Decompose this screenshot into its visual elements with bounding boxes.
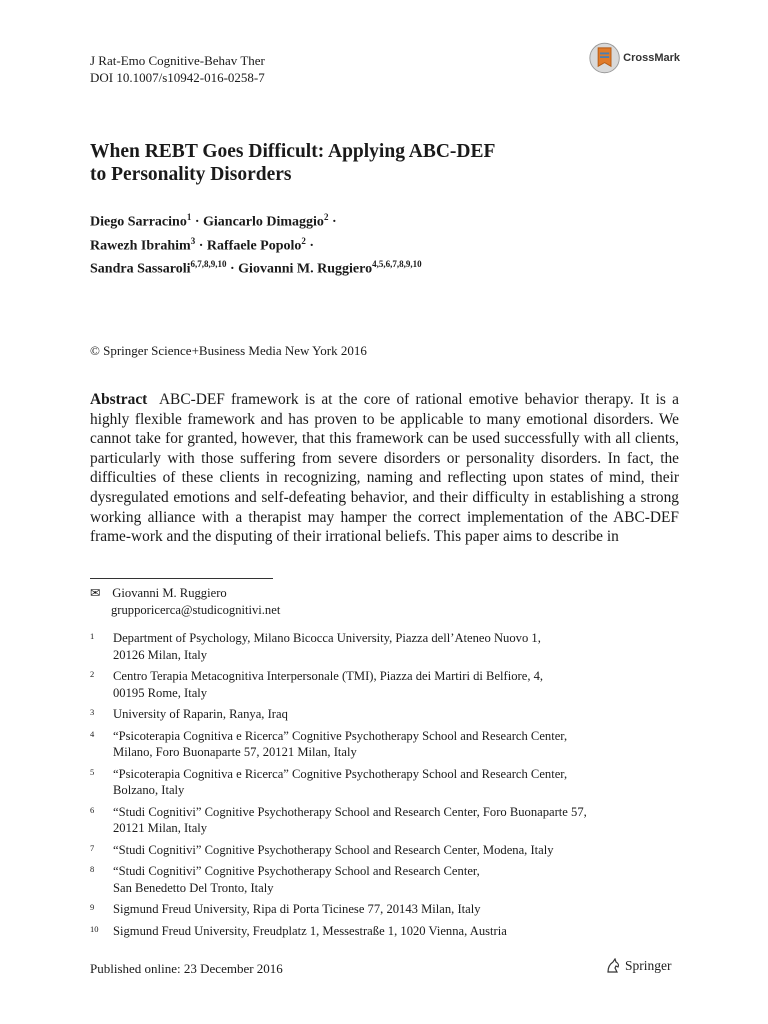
published-date: Published online: 23 December 2016 [90, 961, 283, 976]
affiliation-number: 1 [90, 631, 95, 641]
affiliation-text: “Studi Cognitivi” Cognitive Psychotherapy School and Research Center, [113, 864, 480, 878]
affiliation-list [90, 630, 690, 944]
affiliation-text: University of Raparin, Ranya, Iraq [113, 707, 288, 721]
author-line [90, 255, 690, 279]
author-affil-ref: 6,7,8,9,10 [190, 259, 227, 270]
affiliation-text: “Psicoterapia Cognitiva e Ricerca” Cognitive Psychotherapy School and Research Center, [113, 728, 568, 743]
affiliation-text: Milano, Foro Buonaparte 57, 20121 Milan, Italy [113, 745, 357, 759]
author-separator: · [309, 238, 315, 254]
author-separator: · [230, 261, 235, 277]
affiliation-number: 8 [90, 864, 95, 874]
abstract-heading: Abstract [90, 391, 148, 408]
author-name: Sandra Sassaroli [90, 261, 191, 277]
abstract [90, 390, 679, 547]
footnote-divider [90, 578, 273, 579]
author-name: Diego Sarracino [90, 214, 187, 230]
author-line [90, 208, 690, 232]
author-affil-ref: 1 [186, 212, 192, 222]
springer-horse-icon [605, 958, 621, 974]
affiliation-text: 20121 Milan, Italy [113, 821, 208, 835]
crossmark-label: CrossMark [623, 52, 680, 64]
author-separator: · [331, 214, 337, 230]
affiliation-text: Bolzano, Italy [113, 783, 185, 797]
author-affil-ref: 3 [190, 235, 196, 246]
affiliation-number: 6 [90, 804, 95, 815]
affiliation-item [90, 901, 690, 918]
journal-header [90, 52, 265, 86]
affiliation-item [90, 630, 690, 663]
author-separator: · [194, 214, 200, 230]
affiliation-number: 5 [90, 766, 95, 777]
affiliation-text: “Studi Cognitivi” Cognitive Psychotherapy School and Research Center, Modena, Italy [113, 842, 554, 857]
journal-name: J Rat-Emo Cognitive-Behav Ther [90, 53, 265, 68]
crossmark-icon [588, 40, 621, 76]
affiliation-item [90, 842, 690, 859]
copyright-notice: © Springer Science+Business Media New York 2016 [90, 343, 367, 358]
affiliation-item [90, 728, 690, 761]
author-name: Giovanni M. Ruggiero [238, 261, 373, 277]
envelope-icon: ✉ [90, 586, 101, 600]
corresponding-author: Giovanni M. Ruggiero [112, 586, 227, 600]
affiliation-item [90, 668, 690, 701]
affiliation-number: 7 [90, 842, 95, 853]
publisher-name: Springer [625, 958, 672, 973]
affiliation-text: Centro Terapia Metacognitiva Interpersonale (TMI), Piazza dei Martiri di Belfiore, 4, [113, 669, 544, 683]
affiliation-text: San Benedetto Del Tronto, Italy [113, 880, 274, 895]
affiliation-text: Department of Psychology, Milano Bicocca University, Piazza dell’Ateneo Nuovo 1, [113, 631, 541, 645]
author-affil-ref: 4,5,6,7,8,9,10 [372, 259, 422, 270]
affiliation-item [90, 863, 690, 896]
affiliation-number: 2 [90, 669, 95, 679]
title-line: to Personality Disorders [90, 164, 292, 185]
paper-title [90, 140, 690, 186]
affiliation-number: 9 [90, 902, 95, 912]
author-list [90, 208, 690, 279]
affiliation-item [90, 923, 690, 940]
author-name: Rawezh Ibrahim [90, 238, 191, 254]
author-affil-ref: 2 [323, 212, 329, 222]
crossmark-badge[interactable] [588, 40, 680, 76]
author-affil-ref: 2 [301, 235, 306, 246]
corresponding-email[interactable]: grupporicerca@studicognitivi.net [111, 603, 281, 617]
author-name: Raffaele Popolo [206, 238, 302, 254]
doi[interactable]: DOI 10.1007/s10942-016-0258-7 [90, 70, 265, 85]
affiliation-text: Sigmund Freud University, Freudplatz 1, Messestraße 1, 1020 Vienna, Austria [113, 923, 507, 938]
author-separator: · [198, 238, 204, 254]
affiliation-number: 3 [90, 707, 95, 717]
affiliation-text: “Studi Cognitivi” Cognitive Psychotherapy School and Research Center, Foro Buonaparte 57, [113, 804, 587, 819]
affiliation-number: 4 [90, 728, 95, 739]
author-line [90, 232, 690, 256]
affiliation-text: Sigmund Freud University, Ripa di Porta Ticinese 77, 20143 Milan, Italy [113, 902, 481, 916]
affiliation-item [90, 766, 690, 799]
correspondence [90, 585, 280, 619]
affiliation-item [90, 706, 690, 723]
abstract-text: ABC-DEF framework is at the core of rational emotive behavior therapy. It is a highly flexible framework and has proven to be applicable to many emotional disorders. We cannot take for granted, however, that this framework can be used successfully with all clients, particularly with those suffering from severe disorders or personality disorders. In fact, the difficulties of these clients in recognizing, naming and reflecting upon states of mind, their dysregulated emotions and self-defeating behavior, and their difficulty in establishing a strong working alliance with a therapist may hamper the correct implementation of the ABC-DEF frame-work and the disputing of their irrational beliefs. This paper aims to describe in [90, 391, 679, 546]
affiliation-item [90, 804, 690, 837]
affiliation-text: “Psicoterapia Cognitiva e Ricerca” Cognitive Psychotherapy School and Research Center, [113, 766, 568, 781]
publisher-logo [605, 958, 672, 974]
author-name: Giancarlo Dimaggio [203, 214, 324, 230]
affiliation-number: 10 [90, 923, 99, 934]
affiliation-text: 20126 Milan, Italy [113, 647, 208, 662]
affiliation-text: 00195 Rome, Italy [113, 685, 208, 700]
title-line: When REBT Goes Difficult: Applying ABC-DEF [90, 141, 496, 162]
